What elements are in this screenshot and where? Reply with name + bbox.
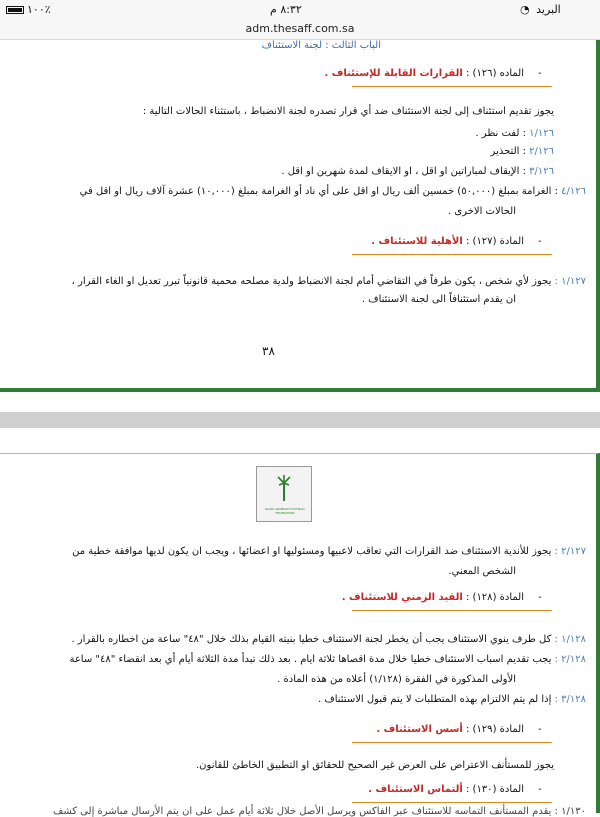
item-continuation: الحالات الاخرى .: [448, 206, 516, 217]
bullet: -: [538, 236, 542, 247]
article-127-heading: [371, 236, 524, 247]
heading-underline: [352, 742, 552, 743]
list-item: ١/١٢٦ : لفت نظر .: [475, 128, 554, 139]
article-126-title: القرارات القابلة للإستئناف .: [324, 68, 463, 79]
heading-underline: [352, 86, 552, 87]
battery-percent: ١٠٠٪: [27, 3, 51, 16]
carrier-name: البريد: [536, 3, 561, 16]
item-number: ٢/١٢٨ :: [554, 654, 586, 665]
article-126-intro: يجوز تقديم استئناف إلى لجنة الاستئناف ضد أي قرار تصدره لجنة الانضباط ، باستثناء الحالات التالية :: [142, 106, 554, 117]
bullet: -: [538, 592, 542, 603]
item-number: ٣/١٢٨ :: [554, 694, 586, 705]
chapter-heading: الباب الثالث : لجنة الاستئناف: [261, 40, 381, 51]
item-text: كل طرف ينوي الاستئناف يجب أن يخطر لجنة الاستئناف خطيا بنيته القيام بذلك خلال "٤٨" ساعة من اخطاره بالقرار .: [71, 634, 552, 645]
article-130-heading: [368, 784, 524, 795]
item-text: لفت نظر .: [475, 128, 520, 139]
item-text: الإيقاف لمباراتين او اقل ، او الايقاف لمدة شهرين او اقل .: [281, 166, 520, 177]
article-130-item-1-partial: ١/١٣٠ : يقدم المستأنف التماسه للاستئناف عبر الفاكس ويرسل الأصل خلال ثلاثة أيام عمل على ان يتم الأرسال مباشرة إلى كشف: [52, 806, 586, 817]
status-bar: [0, 0, 600, 20]
article-127-item-2: [72, 546, 586, 557]
heading-underline: [352, 610, 552, 611]
item-number: ١/١٢٧ :: [554, 276, 586, 287]
article-128-item-3: [318, 694, 586, 705]
list-item: ٤/١٢٦ : الغرامة بمبلغ (٥٠,٠٠٠) خمسين ألف ريال او اقل على أي ناد أو الغرامة بمبلغ (١٠,٠٠٠) عشرة آلاف ريال او اقل في: [79, 186, 586, 197]
item-text: يجوز للأندية الاستئناف ضد القرارات التي تعاقب لاعبيها ومسئوليها او اعضائها ، ويجب ان يكون لديها موافقة خطية من: [72, 546, 552, 557]
article-129-text: يجوز للمستأنف الاعتراض على العرض غير الصحيح للحقائق او التطبيق الخاطئ للقانون.: [196, 760, 554, 771]
item-text: إذا لم يتم الالتزام بهذه المتطلبات لا يتم قبول الاستئناف .: [318, 694, 552, 705]
article-130-title: ألتماس الاستئناف .: [368, 784, 463, 795]
article-129-label: المادة (١٢٩) :: [465, 724, 524, 735]
article-128-heading: [342, 592, 524, 603]
article-127-label: المادة (١٢٧) :: [465, 236, 524, 247]
bullet: -: [538, 724, 542, 735]
page-number: ٣٨: [262, 344, 275, 358]
palm-icon: [277, 473, 291, 503]
item-text: يجوز لأي شخص ، يكون طرفاً في التقاضي أمام لجنة الانضباط ولدية مصلحه محمية قانونياً تبرر تعديل او الغاء القرار ،: [71, 276, 552, 287]
item-number: ٢/١٢٦: [529, 146, 554, 157]
article-128-title: القيد الزمني للاستئناف .: [341, 592, 463, 603]
logo-caption: SAUDI ARABIAN FOOTBALL FEDERATION: [264, 507, 306, 515]
item-text: يجب تقديم اسباب الاستئناف خطيا خلال مدة اقصاها ثلاثة ايام . بعد ذلك تبدأ مدة الثلاثة أيام أي بعد انقضاء "٤٨" ساعة: [69, 654, 552, 665]
document-viewer[interactable]: [0, 40, 600, 817]
article-127-item-1: [72, 276, 586, 287]
article-129-heading: [376, 724, 524, 735]
article-127-title: الأهلية للاستئناف .: [371, 236, 463, 247]
page-separator: [0, 392, 600, 454]
bullet: -: [538, 68, 542, 79]
address-bar[interactable]: [0, 20, 600, 40]
article-129-title: أسس الاستئناف .: [376, 724, 463, 735]
list-item: ٢/١٢٦ : التحذير: [490, 146, 554, 157]
carrier: [520, 3, 561, 16]
item-number: ٣/١٢٦: [529, 166, 554, 177]
heading-underline: [352, 802, 552, 803]
article-128-label: المادة (١٢٨) :: [465, 592, 524, 603]
article-128-item-1: [71, 634, 586, 645]
bullet: -: [538, 784, 542, 795]
article-128-item-2: [69, 654, 586, 665]
wifi-icon: ◔: [520, 3, 530, 16]
list-item: ٣/١٢٦ : الإيقاف لمباراتين او اقل ، او الايقاف لمدة شهرين او اقل .: [281, 166, 554, 177]
item-text: الغرامة بمبلغ (٥٠,٠٠٠) خمسين ألف ريال او اقل على أي ناد أو الغرامة بمبلغ (١٠,٠٠٠) عشرة آلاف ريال او اقل في: [79, 186, 552, 197]
clock: ٨:٣٢ م: [270, 3, 302, 16]
battery-icon: [6, 6, 24, 14]
federation-logo: [256, 466, 312, 522]
item-continuation: الأولى المذكورة في الفقرة (١/١٢٨) أعلاه من هذه المادة .: [277, 674, 516, 685]
item-continuation: الشخص المعني.: [448, 566, 516, 577]
document-page-38: [0, 40, 600, 392]
item-number: ١/١٢٨ :: [554, 634, 586, 645]
document-page-39: [0, 453, 600, 817]
article-130-label: المادة (١٣٠) :: [465, 784, 524, 795]
item-number: ٢/١٢٧ :: [554, 546, 586, 557]
heading-underline: [352, 254, 552, 255]
item-number: ١/١٢٦: [529, 128, 554, 139]
item-continuation: ان يقدم استئنافاً الى لجنة الاستئناف .: [361, 294, 516, 305]
article-126-label: الماده (١٢٦) :: [465, 68, 524, 79]
url-text[interactable]: adm.thesaff.com.sa: [245, 22, 355, 35]
item-number: ٤/١٢٦: [561, 186, 586, 197]
article-126-heading: [324, 68, 524, 79]
battery-indicator: [6, 3, 51, 16]
item-text: التحذير: [490, 146, 520, 157]
